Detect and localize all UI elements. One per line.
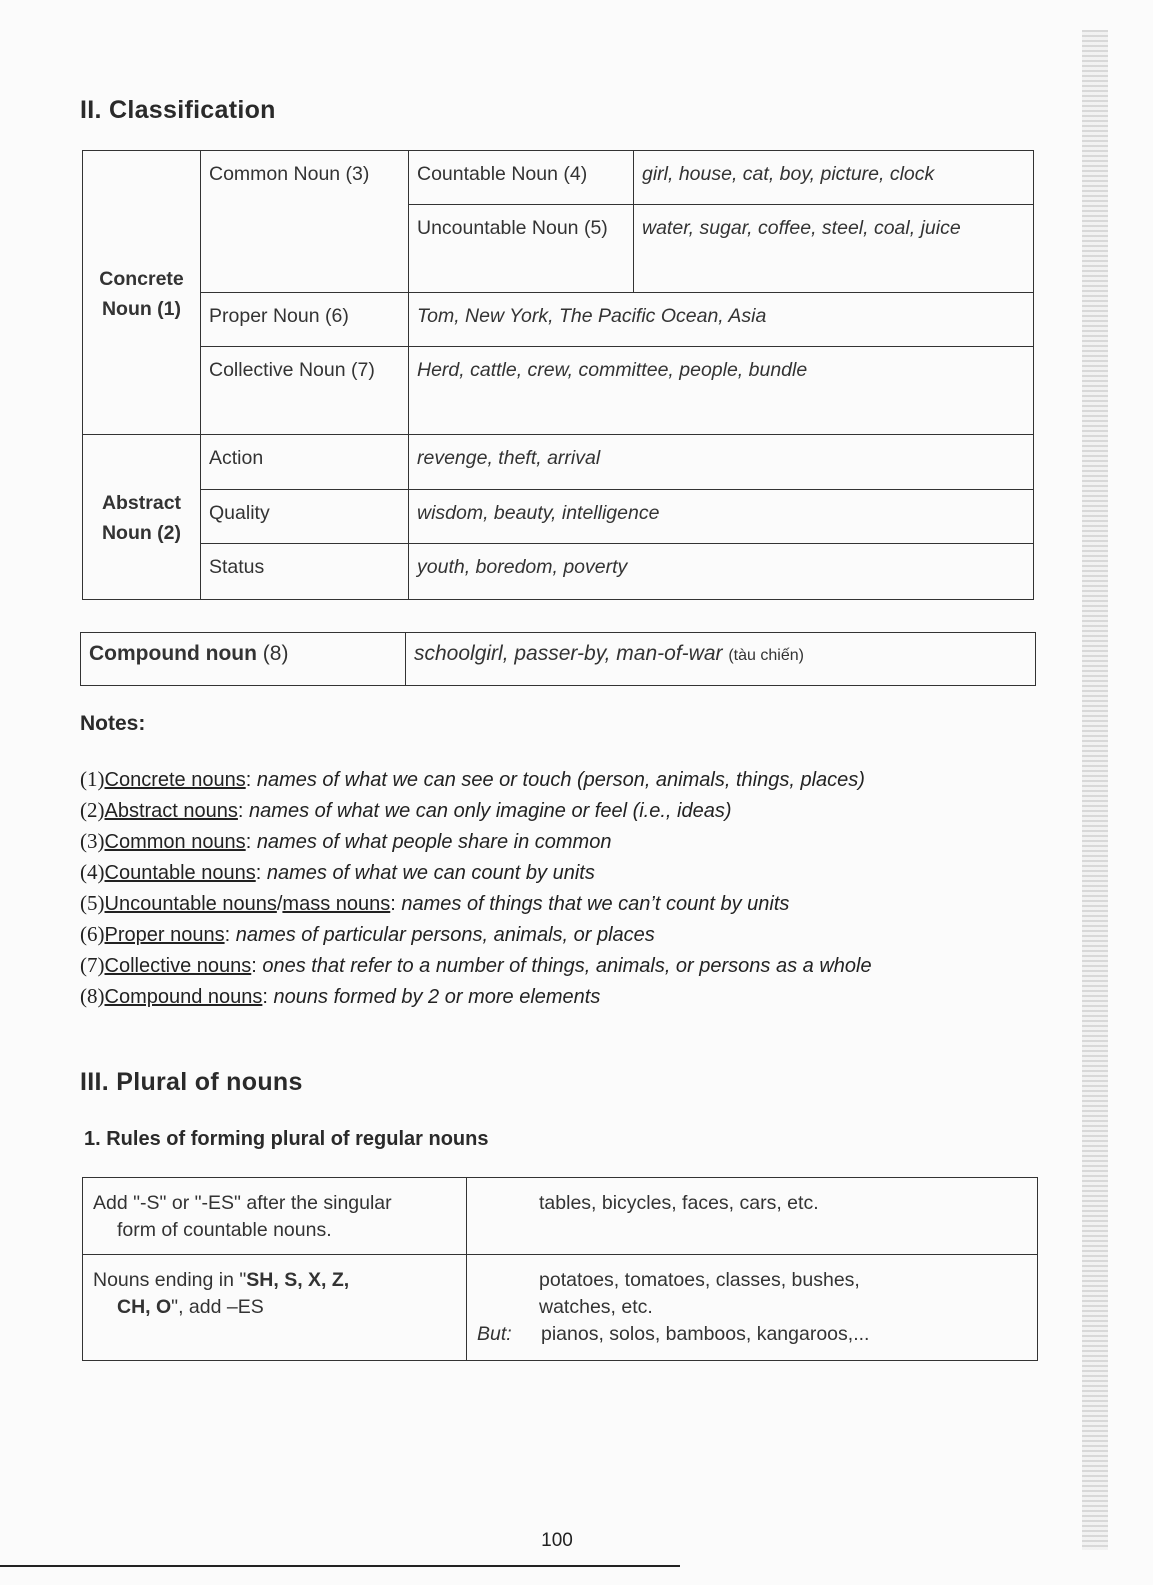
concrete-label-num: Noun (1): [101, 297, 182, 320]
note-item: [80, 950, 872, 981]
note-term: Proper nouns: [104, 924, 225, 946]
note-term: Concrete nouns: [104, 769, 246, 791]
note-item: [80, 888, 872, 919]
uncountable-examples: water, sugar, coffee, steel, coal, juice: [634, 205, 1034, 293]
note-term-alt: mass nouns: [282, 893, 391, 915]
compound-label: Compound noun: [89, 642, 257, 665]
compound-examples-cell: [406, 633, 1036, 686]
note-number: (4): [80, 860, 105, 884]
compound-label-num: (8): [262, 642, 289, 665]
rule2-prefix: Nouns ending in ": [93, 1269, 247, 1291]
action-cell: Action: [201, 435, 409, 490]
compound-gloss: (tàu chiến): [728, 647, 804, 664]
note-term: Collective nouns: [104, 955, 252, 977]
proper-noun-cell: Proper Noun (6): [201, 293, 409, 347]
action-examples: revenge, theft, arrival: [409, 435, 1034, 490]
quality-examples: wisdom, beauty, intelligence: [409, 490, 1034, 544]
note-term: Uncountable nouns: [104, 893, 277, 915]
note-separator: :: [245, 831, 257, 853]
note-separator: :: [245, 769, 257, 791]
rule2-examples-line1: potatoes, tomatoes, classes, bushes,: [539, 1269, 860, 1291]
rule2-exceptions: [477, 1321, 1027, 1348]
note-number: (3): [80, 829, 105, 853]
status-examples: youth, boredom, poverty: [409, 544, 1034, 600]
note-definition: names of things that we can’t count by units: [401, 893, 790, 915]
plural-rules-table: [82, 1177, 1038, 1361]
note-number: (8): [80, 984, 105, 1008]
rule2-examples-cell: [467, 1255, 1038, 1361]
note-term: Compound nouns: [104, 986, 263, 1008]
note-term: Abstract nouns: [104, 800, 238, 822]
note-separator: :: [255, 862, 267, 884]
abstract-noun-cell: [83, 435, 201, 600]
note-term: Common nouns: [104, 831, 246, 853]
note-item: [80, 795, 872, 826]
rule2-suffix: ", add –ES: [171, 1296, 264, 1318]
note-definition: ones that refer to a number of things, animals, or persons as a whole: [262, 955, 872, 977]
compound-noun-cell: [81, 633, 406, 686]
rule2-cell: [83, 1255, 467, 1361]
countable-noun-cell: Countable Noun (4): [409, 151, 634, 205]
classification-table: [82, 150, 1034, 600]
note-separator: :: [224, 924, 236, 946]
note-slash: /: [276, 893, 283, 915]
rule1-examples-cell: [467, 1178, 1038, 1255]
note-number: (2): [80, 798, 105, 822]
note-number: (1): [80, 767, 105, 791]
note-item: [80, 857, 872, 888]
proper-examples: Tom, New York, The Pacific Ocean, Asia: [409, 293, 1034, 347]
rule1-examples: tables, bicycles, faces, cars, etc.: [539, 1192, 819, 1214]
concrete-noun-cell: [83, 151, 201, 435]
common-noun-cell: Common Noun (3): [201, 151, 409, 293]
page-number: 100: [541, 1530, 573, 1551]
note-number: (7): [80, 953, 105, 977]
countable-examples: girl, house, cat, boy, picture, clock: [634, 151, 1034, 205]
note-item: [80, 764, 872, 795]
scan-edge-shadow: [1082, 30, 1108, 1550]
note-number: (6): [80, 922, 105, 946]
section-title-plural: III. Plural of nouns: [80, 1068, 303, 1096]
note-definition: names of particular persons, animals, or places: [235, 924, 655, 946]
note-definition: names of what we can see or touch (person, animals, things, places): [256, 769, 865, 791]
quality-cell: Quality: [201, 490, 409, 544]
rule1-line1: Add "-S" or "-ES" after the singular: [93, 1192, 392, 1214]
note-definition: names of what people share in common: [256, 831, 612, 853]
but-examples: pianos, solos, bamboos, kangaroos,...: [541, 1323, 870, 1345]
bottom-rule: [0, 1565, 680, 1567]
note-term: Countable nouns: [104, 862, 256, 884]
notes-list: [80, 764, 872, 1012]
compound-noun-table: [80, 632, 1036, 686]
compound-examples: schoolgirl, passer-by, man-of-war: [414, 642, 723, 665]
note-definition: names of what we can count by units: [266, 862, 595, 884]
section-title-classification: II. Classification: [80, 96, 276, 124]
note-separator: :: [251, 955, 263, 977]
rule2-letters2: CH, O: [117, 1296, 172, 1318]
but-label: But:: [477, 1323, 512, 1345]
abstract-label-num: Noun (2): [101, 522, 182, 544]
rule2-line2: [93, 1294, 456, 1321]
subsection-title-rules: 1. Rules of forming plural of regular nouns: [84, 1128, 489, 1150]
note-item: [80, 981, 872, 1012]
collective-examples: Herd, cattle, crew, committee, people, bundle: [409, 347, 1034, 435]
rule1-cell: [83, 1178, 467, 1255]
notes-title: Notes:: [80, 712, 146, 735]
abstract-label: Abstract: [101, 492, 182, 514]
uncountable-noun-cell: Uncountable Noun (5): [409, 205, 634, 293]
note-item: [80, 919, 872, 950]
collective-noun-cell: Collective Noun (7): [201, 347, 409, 435]
note-definition: nouns formed by 2 or more elements: [273, 986, 601, 1008]
note-separator: :: [262, 986, 274, 1008]
note-separator: :: [237, 800, 250, 822]
note-definition: names of what we can only imagine or feel (i.e., ideas): [249, 800, 732, 822]
rule2-letters: SH, S, X, Z,: [246, 1269, 350, 1291]
status-cell: Status: [201, 544, 409, 600]
rule2-examples-line2: watches, etc.: [539, 1296, 653, 1318]
rule1-line2: form of countable nouns.: [117, 1219, 332, 1241]
note-number: (5): [80, 891, 105, 915]
concrete-label: Concrete: [99, 267, 184, 290]
note-separator: :: [390, 893, 402, 915]
note-item: [80, 826, 872, 857]
